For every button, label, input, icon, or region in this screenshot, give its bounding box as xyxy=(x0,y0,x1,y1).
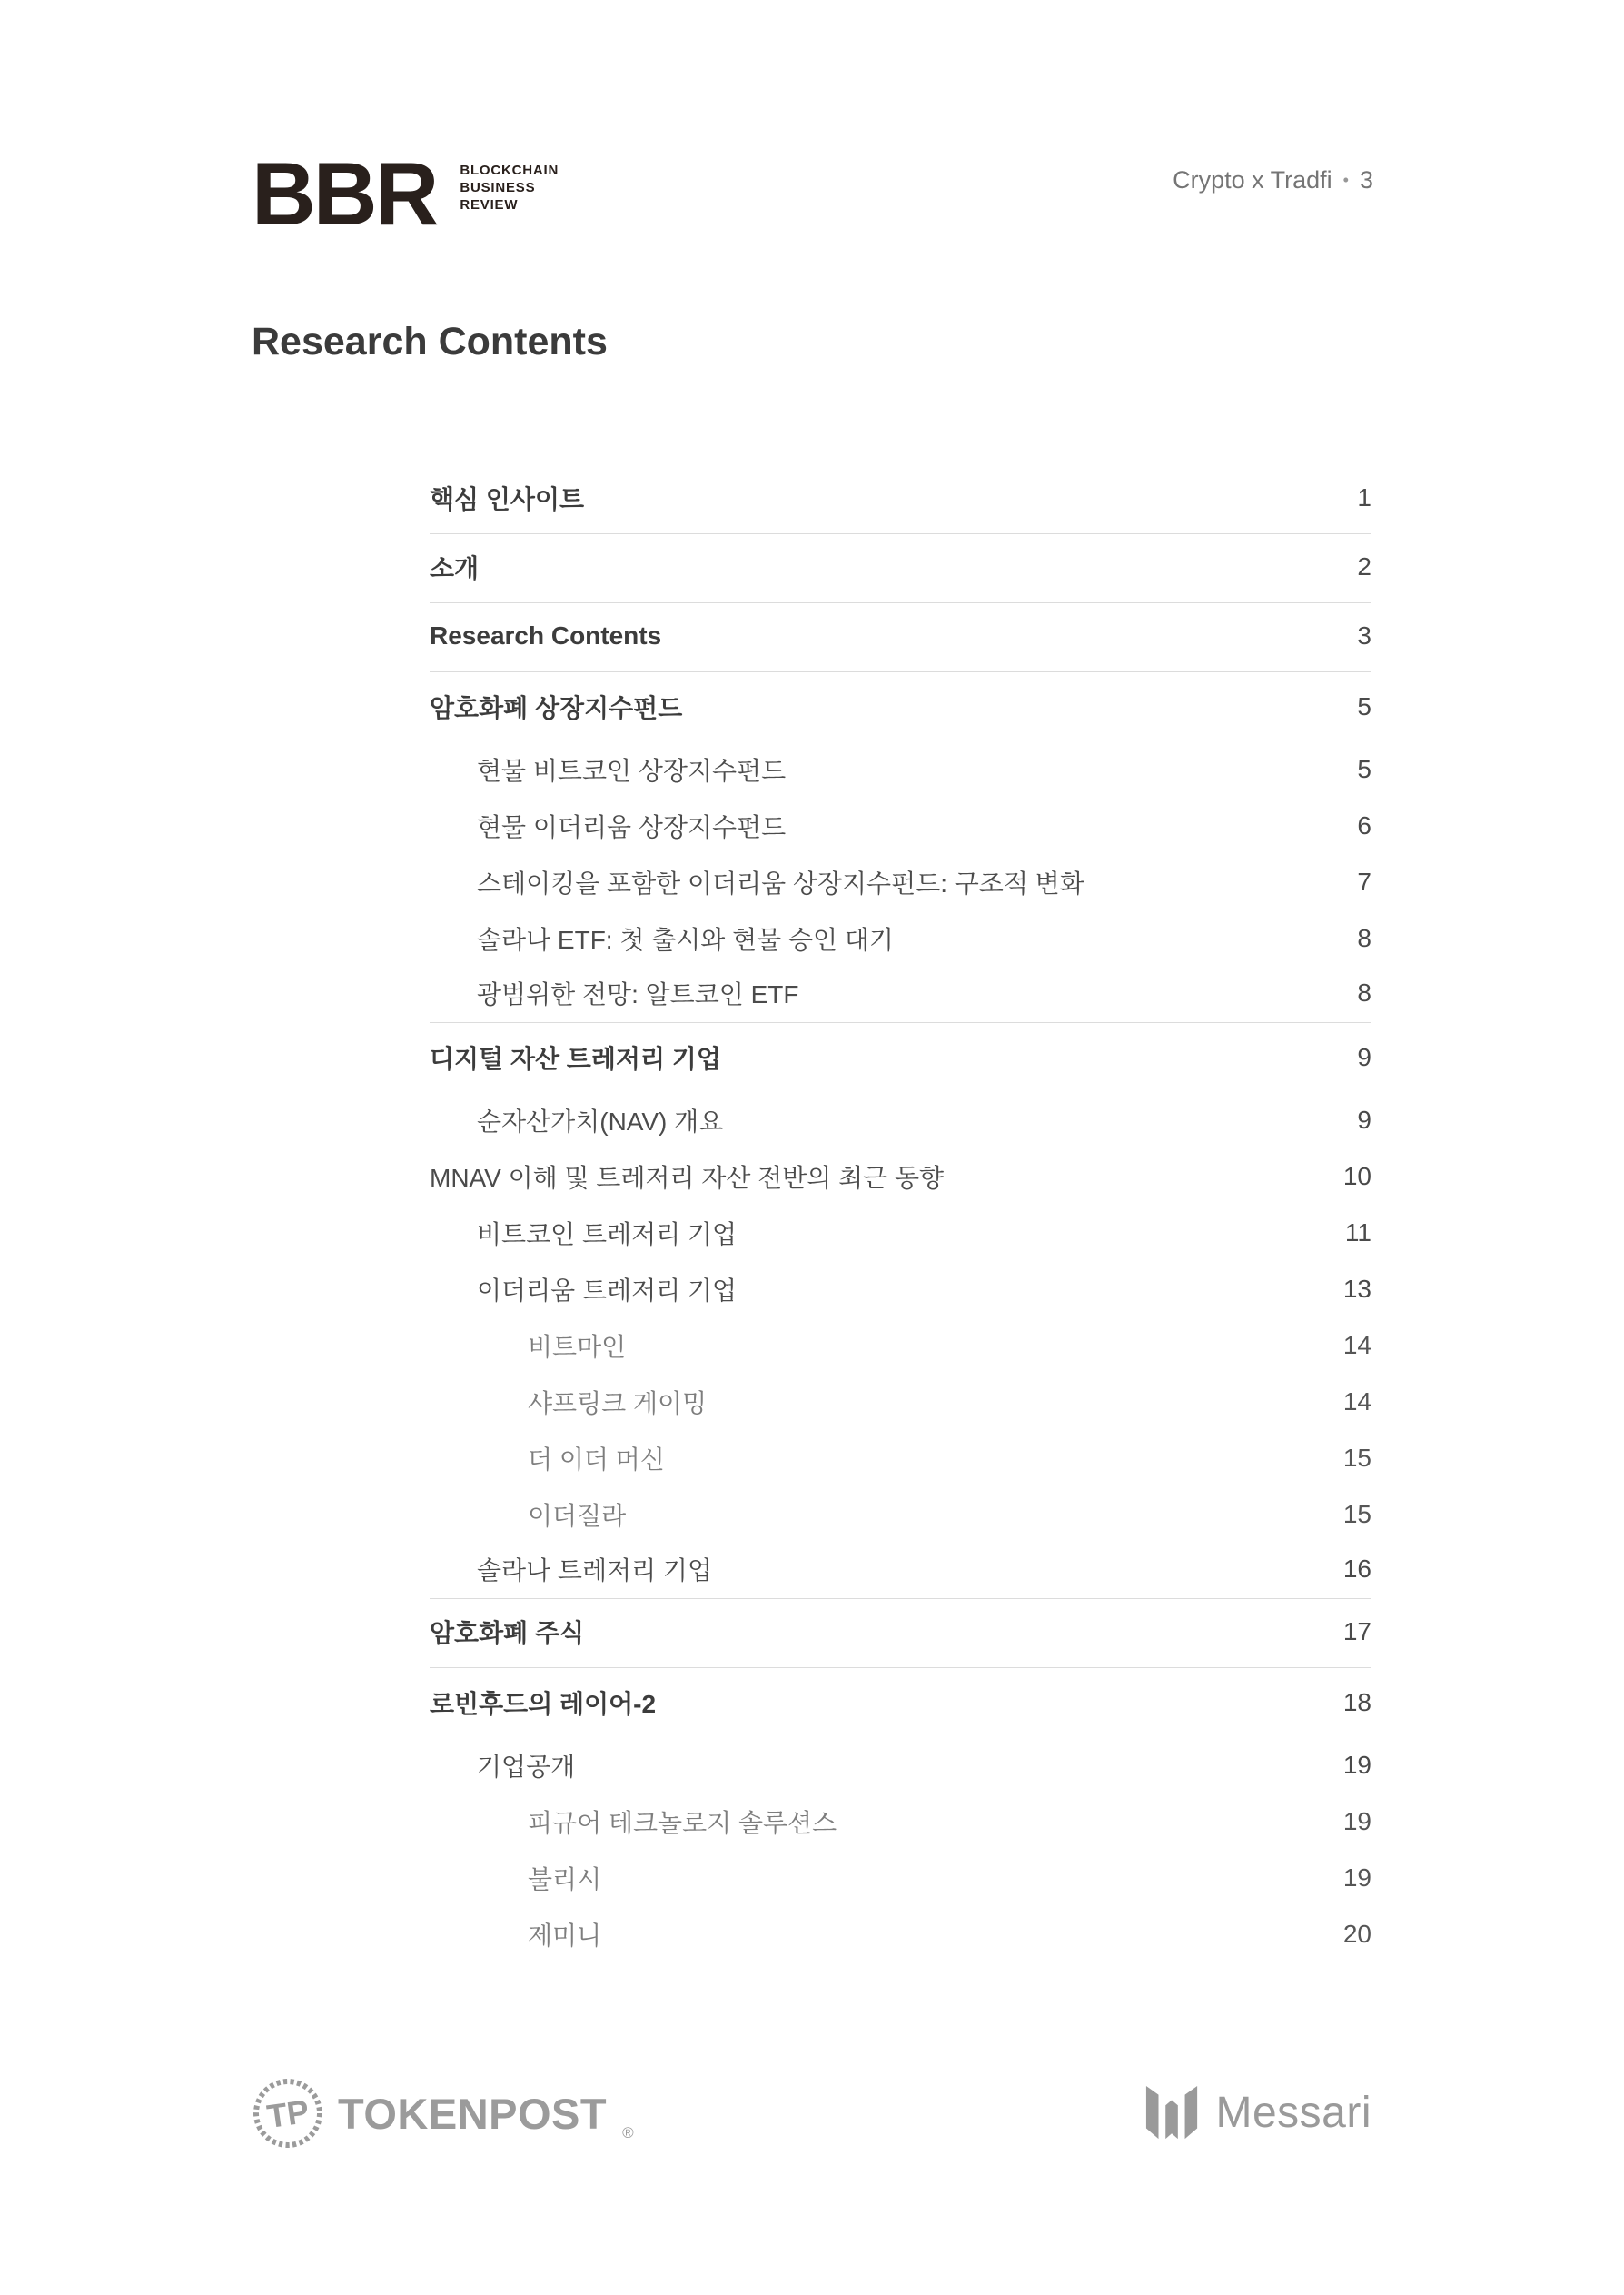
toc-item-label: 제미니 xyxy=(528,1922,602,1950)
toc-item-label: 샤프링크 게이밍 xyxy=(528,1389,708,1417)
toc-item-label: 암호화폐 상장지수펀드 xyxy=(430,694,683,722)
toc-item-page: 9 xyxy=(1357,1043,1371,1071)
toc-item-page: 20 xyxy=(1342,1920,1371,1948)
toc-row[interactable] xyxy=(430,1261,1371,1317)
toc-item-page: 6 xyxy=(1357,811,1371,840)
toc-item-page: 19 xyxy=(1342,1751,1371,1779)
toc-item-page: 16 xyxy=(1342,1554,1371,1583)
toc-item-page: 19 xyxy=(1342,1807,1371,1835)
toc-item-label: Research Contents xyxy=(430,621,662,650)
report-title: Crypto x Tradfi xyxy=(1173,166,1332,194)
toc-row[interactable] xyxy=(430,1374,1371,1430)
toc-list xyxy=(430,465,1371,1962)
toc-item-page: 7 xyxy=(1357,868,1371,896)
bbr-logo xyxy=(252,144,559,243)
toc-item-page: 11 xyxy=(1344,1218,1371,1247)
bbr-logo-acronym: BBR xyxy=(252,144,437,243)
page-number: 3 xyxy=(1359,166,1373,194)
toc-row[interactable] xyxy=(430,1599,1371,1668)
toc-item-page: 15 xyxy=(1342,1500,1371,1528)
toc-item-label: 이더질라 xyxy=(528,1502,627,1530)
tokenpost-badge-icon xyxy=(252,2077,324,2150)
page-title: Research Contents xyxy=(252,320,608,363)
toc-row[interactable] xyxy=(430,1906,1371,1962)
toc-item-label: 광범위한 전망: 알트코인 ETF xyxy=(477,979,799,1008)
toc-row[interactable] xyxy=(430,1793,1371,1850)
toc-item-page: 3 xyxy=(1357,621,1371,650)
toc-row[interactable] xyxy=(430,1092,1371,1148)
bbr-logo-wordmark xyxy=(460,162,559,214)
toc-item-page: 14 xyxy=(1342,1331,1371,1359)
toc-item-label: 암호화폐 주식 xyxy=(430,1618,585,1647)
toc-item-label: 소개 xyxy=(430,553,480,582)
toc-item-label: 핵심 인사이트 xyxy=(430,484,585,513)
toc-item-page: 14 xyxy=(1342,1387,1371,1416)
toc-row[interactable] xyxy=(430,910,1371,967)
svg-text:TP: TP xyxy=(264,2091,312,2135)
toc-row[interactable] xyxy=(430,1737,1371,1793)
toc-item-page: 1 xyxy=(1357,482,1371,512)
toc-row[interactable] xyxy=(430,1317,1371,1374)
toc-row[interactable] xyxy=(430,603,1371,672)
toc-item-page: 8 xyxy=(1357,924,1371,952)
running-header xyxy=(1173,166,1373,194)
toc-row[interactable] xyxy=(430,741,1371,798)
toc-item-label: 스테이킹을 포함한 이더리움 상장지수펀드: 구조적 변화 xyxy=(477,869,1084,898)
toc-item-page: 17 xyxy=(1342,1616,1371,1645)
toc-row[interactable] xyxy=(430,465,1371,534)
toc-item-label: 순자산가치(NAV) 개요 xyxy=(477,1108,724,1136)
registered-mark: ® xyxy=(622,2124,634,2141)
toc-row[interactable] xyxy=(430,1543,1371,1599)
toc-row[interactable] xyxy=(430,1205,1371,1261)
toc-row[interactable] xyxy=(430,1486,1371,1543)
toc-item-page: 18 xyxy=(1342,1688,1371,1716)
toc-item-label: 비트코인 트레저리 기업 xyxy=(477,1220,738,1248)
toc-row[interactable] xyxy=(430,1148,1371,1205)
toc-item-page: 5 xyxy=(1357,692,1371,720)
toc-row[interactable] xyxy=(430,1668,1371,1737)
toc-item-page: 8 xyxy=(1357,978,1371,1007)
toc-item-label: 비트마인 xyxy=(528,1333,627,1361)
toc-item-page: 9 xyxy=(1357,1106,1371,1134)
bbr-logo-line-1: BLOCKCHAIN xyxy=(460,163,559,178)
toc-item-label: 기업공개 xyxy=(477,1753,576,1781)
toc-item-label: 불리시 xyxy=(528,1865,602,1893)
messari-mark-icon xyxy=(1144,2084,1201,2141)
toc-item-page: 5 xyxy=(1357,755,1371,783)
toc-row[interactable] xyxy=(430,534,1371,603)
toc-item-label: 솔라나 트레저리 기업 xyxy=(477,1555,712,1585)
toc-item-label: MNAV 이해 및 트레저리 자산 전반의 최근 동향 xyxy=(430,1164,945,1192)
bbr-logo-line-3: REVIEW xyxy=(460,197,519,213)
toc-item-page: 13 xyxy=(1342,1275,1371,1303)
toc-item-label: 로빈후드의 레이어-2 xyxy=(430,1690,657,1718)
separator-dot: • xyxy=(1342,171,1349,189)
toc-row[interactable] xyxy=(430,1850,1371,1906)
bbr-logo-line-2: BUSINESS xyxy=(460,180,536,195)
toc-item-label: 디지털 자산 트레저리 기업 xyxy=(430,1045,721,1073)
tokenpost-name: TOKENPOST xyxy=(338,2089,608,2138)
toc-item-label: 피규어 테크놀로지 솔루션스 xyxy=(528,1809,837,1837)
toc-item-page: 10 xyxy=(1342,1162,1371,1190)
toc-row[interactable] xyxy=(430,1023,1371,1092)
messari-name: Messari xyxy=(1215,2088,1371,2137)
toc-row[interactable] xyxy=(430,672,1371,741)
toc-row[interactable] xyxy=(430,798,1371,854)
toc-item-page: 19 xyxy=(1342,1863,1371,1892)
messari-logo xyxy=(1144,2084,1371,2141)
tokenpost-logo xyxy=(252,2077,634,2150)
toc-item-page: 15 xyxy=(1342,1444,1371,1472)
toc-row[interactable] xyxy=(430,1430,1371,1486)
toc-item-page: 2 xyxy=(1357,551,1371,581)
toc-row[interactable] xyxy=(430,967,1371,1023)
toc-row[interactable] xyxy=(430,854,1371,910)
toc-item-label: 현물 비트코인 상장지수펀드 xyxy=(477,757,787,785)
toc-item-label: 현물 이더리움 상장지수펀드 xyxy=(477,813,787,841)
toc-item-label: 솔라나 ETF: 첫 출시와 현물 승인 대기 xyxy=(477,926,894,954)
toc-item-label: 더 이더 머신 xyxy=(528,1446,665,1474)
toc-item-label: 이더리움 트레저리 기업 xyxy=(477,1277,738,1305)
